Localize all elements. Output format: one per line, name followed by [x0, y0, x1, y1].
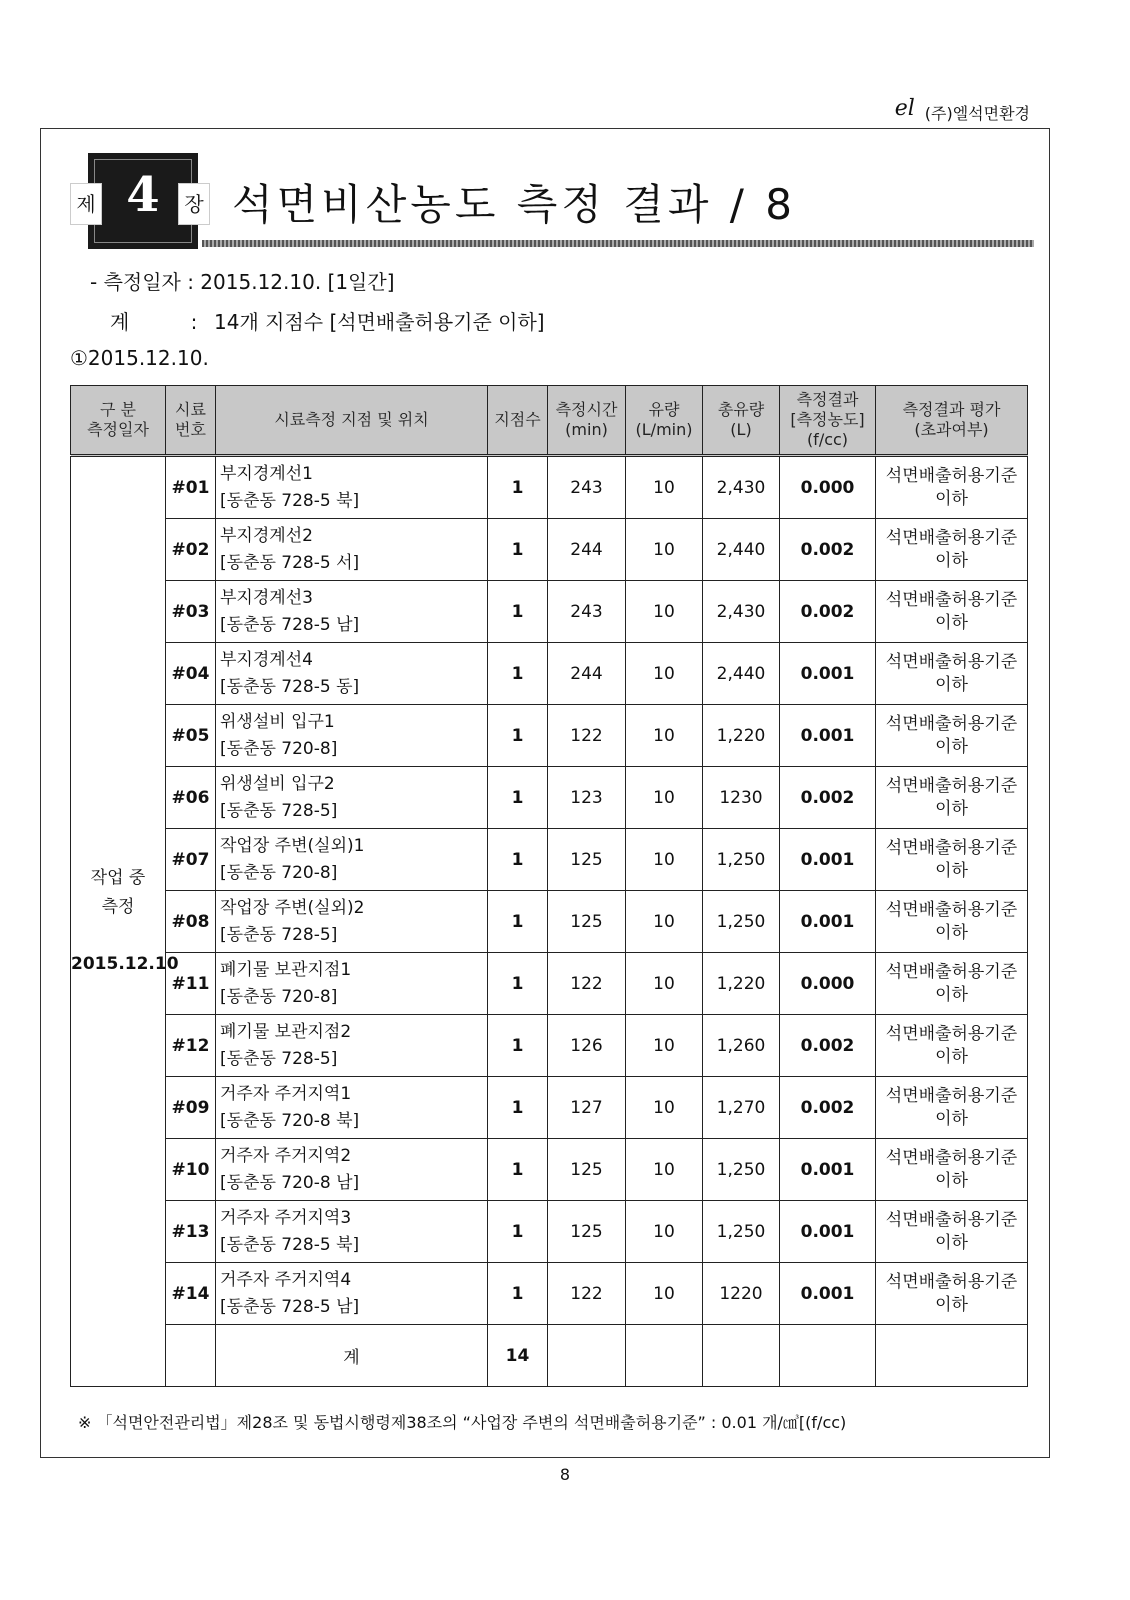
sample-no: #14 — [166, 1263, 216, 1325]
total-flow-cell: 1,270 — [703, 1077, 780, 1139]
time-cell: 125 — [548, 891, 626, 953]
total-flow-cell: 1,220 — [703, 953, 780, 1015]
table-row — [71, 1263, 1028, 1325]
table-row — [71, 891, 1028, 953]
header-sample-no: 시료 번호 — [166, 386, 216, 456]
location-name: 위생설비 입구1 — [220, 712, 335, 733]
evaluation-line2: 이하 — [935, 922, 968, 943]
points-cell: 1 — [488, 456, 548, 519]
total-points: 14 — [488, 1325, 548, 1387]
total-flow-cell: 2,440 — [703, 519, 780, 581]
location-name: 거주자 주거지역4 — [220, 1270, 352, 1291]
category-line1: 작업 중 — [90, 867, 146, 888]
flow-cell: 10 — [626, 767, 703, 829]
time-cell: 244 — [548, 643, 626, 705]
table-row — [71, 767, 1028, 829]
flow-cell: 10 — [626, 953, 703, 1015]
evaluation-cell — [876, 705, 1028, 767]
flow-cell: 10 — [626, 829, 703, 891]
location-address: [동춘동 728-5] — [220, 1048, 338, 1069]
points-cell: 1 — [488, 1263, 548, 1325]
location-address: [동춘동 728-5 동] — [220, 676, 360, 697]
header-time: 측정시간 (min) — [548, 386, 626, 456]
location-address: [동춘동 728-5 남] — [220, 1296, 360, 1317]
evaluation-cell — [876, 1263, 1028, 1325]
sample-no: #02 — [166, 519, 216, 581]
location-name: 거주자 주거지역3 — [220, 1208, 352, 1229]
location-name: 부지경계선2 — [220, 526, 313, 547]
points-cell: 1 — [488, 705, 548, 767]
evaluation-line1: 석면배출허용기준 — [885, 1272, 1018, 1293]
header-total-flow: 총유량 (L) — [703, 386, 780, 456]
evaluation-cell — [876, 1015, 1028, 1077]
evaluation-line2: 이하 — [935, 550, 968, 571]
flow-cell: 10 — [626, 705, 703, 767]
time-cell: 244 — [548, 519, 626, 581]
total-flow-cell: 1,250 — [703, 1201, 780, 1263]
total-label: 계 — [216, 1325, 488, 1387]
location-address: [동춘동 720-8 남] — [220, 1172, 360, 1193]
time-cell: 125 — [548, 829, 626, 891]
table-row — [71, 643, 1028, 705]
evaluation-line2: 이하 — [935, 1046, 968, 1067]
total-flow-cell: 1230 — [703, 767, 780, 829]
total-empty-result — [780, 1325, 876, 1387]
result-cell: 0.001 — [780, 705, 876, 767]
total-flow-cell: 2,430 — [703, 581, 780, 643]
chapter-prefix: 제 — [70, 183, 102, 225]
evaluation-cell — [876, 456, 1028, 519]
time-cell: 126 — [548, 1015, 626, 1077]
evaluation-line2: 이하 — [935, 488, 968, 509]
result-cell: 0.001 — [780, 1139, 876, 1201]
evaluation-cell — [876, 519, 1028, 581]
location-name: 부지경계선1 — [220, 464, 313, 485]
section-heading: ①2015.12.10. — [70, 346, 209, 370]
result-cell: 0.002 — [780, 767, 876, 829]
points-cell: 1 — [488, 1015, 548, 1077]
evaluation-line1: 석면배출허용기준 — [885, 900, 1018, 921]
sample-no: #07 — [166, 829, 216, 891]
total-flow-cell: 2,430 — [703, 456, 780, 519]
flow-cell: 10 — [626, 1263, 703, 1325]
points-cell: 1 — [488, 581, 548, 643]
location-address: [동춘동 728-5 서] — [220, 552, 360, 573]
location-name: 작업장 주변(실외)1 — [220, 836, 365, 857]
evaluation-line2: 이하 — [935, 612, 968, 633]
evaluation-cell — [876, 953, 1028, 1015]
total-label: 계 — [110, 310, 130, 334]
total-colon: : — [190, 310, 198, 334]
evaluation-line1: 석면배출허용기준 — [885, 652, 1018, 673]
category-date: 2015.12.10 — [71, 954, 179, 975]
total-value: 14개 지점수 [석면배출허용기준 이하] — [214, 310, 545, 334]
measurement-date: - 측정일자 : 2015.12.10. [1일간] — [90, 270, 395, 294]
result-cell: 0.001 — [780, 643, 876, 705]
time-cell: 243 — [548, 581, 626, 643]
points-cell: 1 — [488, 519, 548, 581]
flow-cell: 10 — [626, 1015, 703, 1077]
evaluation-cell — [876, 1077, 1028, 1139]
evaluation-cell — [876, 767, 1028, 829]
points-cell: 1 — [488, 1139, 548, 1201]
total-summary — [110, 306, 545, 335]
category-cell — [71, 456, 179, 1387]
location-cell — [216, 1263, 488, 1325]
evaluation-line1: 석면배출허용기준 — [885, 776, 1018, 797]
location-cell — [216, 767, 488, 829]
location-cell — [216, 456, 488, 519]
total-empty-flow — [626, 1325, 703, 1387]
evaluation-cell — [876, 581, 1028, 643]
points-cell: 1 — [488, 953, 548, 1015]
location-address: [동춘동 720-8 북] — [220, 1110, 360, 1131]
time-cell: 127 — [548, 1077, 626, 1139]
header-category-top: 구 분 — [100, 400, 136, 419]
location-cell — [216, 829, 488, 891]
evaluation-line2: 이하 — [935, 860, 968, 881]
points-cell: 1 — [488, 643, 548, 705]
location-name: 폐기물 보관지점1 — [220, 960, 352, 981]
flow-cell: 10 — [626, 456, 703, 519]
location-address: [동춘동 728-5 북] — [220, 1234, 360, 1255]
evaluation-cell — [876, 891, 1028, 953]
location-cell — [216, 953, 488, 1015]
evaluation-line1: 석면배출허용기준 — [885, 590, 1018, 611]
evaluation-line2: 이하 — [935, 674, 968, 695]
table-row — [71, 1077, 1028, 1139]
evaluation-cell — [876, 1139, 1028, 1201]
location-cell — [216, 1139, 488, 1201]
table-header-row — [71, 386, 1028, 456]
total-flow-cell: 1220 — [703, 1263, 780, 1325]
table-row — [71, 705, 1028, 767]
location-address: [동춘동 728-5 북] — [220, 490, 360, 511]
result-cell: 0.000 — [780, 456, 876, 519]
location-cell — [216, 891, 488, 953]
evaluation-cell — [876, 829, 1028, 891]
chapter-suffix: 장 — [178, 183, 210, 225]
result-cell: 0.002 — [780, 519, 876, 581]
evaluation-cell — [876, 1201, 1028, 1263]
evaluation-line2: 이하 — [935, 1294, 968, 1315]
evaluation-line1: 석면배출허용기준 — [885, 528, 1018, 549]
chapter-badge — [70, 153, 210, 249]
points-cell: 1 — [488, 767, 548, 829]
sample-no: #09 — [166, 1077, 216, 1139]
total-empty-eval — [876, 1325, 1028, 1387]
evaluation-line2: 이하 — [935, 1232, 968, 1253]
location-cell — [216, 519, 488, 581]
total-flow-cell: 1,260 — [703, 1015, 780, 1077]
location-address: [동춘동 720-8] — [220, 738, 338, 759]
title-rule — [202, 240, 1034, 247]
points-cell: 1 — [488, 829, 548, 891]
evaluation-line2: 이하 — [935, 984, 968, 1005]
evaluation-line1: 석면배출허용기준 — [885, 1086, 1018, 1107]
table-row — [71, 953, 1028, 1015]
location-cell — [216, 705, 488, 767]
results-table — [70, 385, 1028, 1387]
sample-no: #04 — [166, 643, 216, 705]
flow-cell: 10 — [626, 519, 703, 581]
table-row — [71, 456, 1028, 519]
evaluation-cell — [876, 643, 1028, 705]
sample-no: #10 — [166, 1139, 216, 1201]
result-cell: 0.000 — [780, 953, 876, 1015]
location-name: 거주자 주거지역1 — [220, 1084, 352, 1105]
location-address: [동춘동 720-8] — [220, 862, 338, 883]
location-name: 위생설비 입구2 — [220, 774, 335, 795]
sample-no: #12 — [166, 1015, 216, 1077]
sample-no: #13 — [166, 1201, 216, 1263]
location-name: 작업장 주변(실외)2 — [220, 898, 365, 919]
page-title: 석면비산농도 측정 결과 / 8 — [232, 180, 796, 229]
evaluation-line2: 이하 — [935, 798, 968, 819]
location-name: 거주자 주거지역2 — [220, 1146, 352, 1167]
flow-cell: 10 — [626, 643, 703, 705]
location-cell — [216, 581, 488, 643]
points-cell: 1 — [488, 1077, 548, 1139]
result-cell: 0.001 — [780, 829, 876, 891]
total-flow-cell: 1,250 — [703, 829, 780, 891]
total-flow-cell: 1,250 — [703, 1139, 780, 1201]
location-address: [동춘동 728-5] — [220, 924, 338, 945]
location-address: [동춘동 728-5] — [220, 800, 338, 821]
result-cell: 0.002 — [780, 1015, 876, 1077]
table-row — [71, 1015, 1028, 1077]
result-cell: 0.001 — [780, 891, 876, 953]
total-flow-cell: 1,250 — [703, 891, 780, 953]
location-address: [동춘동 728-5 남] — [220, 614, 360, 635]
table-row — [71, 519, 1028, 581]
evaluation-line1: 석면배출허용기준 — [885, 1148, 1018, 1169]
sample-no: #06 — [166, 767, 216, 829]
total-empty-no — [166, 1325, 216, 1387]
header-result: 측정결과 [측정농도] (f/cc) — [780, 386, 876, 456]
table-row — [71, 1139, 1028, 1201]
company-name: (주)엘석면환경 — [924, 104, 1030, 123]
flow-cell: 10 — [626, 581, 703, 643]
location-name: 부지경계선3 — [220, 588, 313, 609]
time-cell: 122 — [548, 705, 626, 767]
category-line2: 측정 — [101, 896, 135, 917]
flow-cell: 10 — [626, 1077, 703, 1139]
total-flow-cell: 2,440 — [703, 643, 780, 705]
total-empty-time — [548, 1325, 626, 1387]
evaluation-line1: 석면배출허용기준 — [885, 1210, 1018, 1231]
time-cell: 125 — [548, 1201, 626, 1263]
header-evaluation: 측정결과 평가 (초과여부) — [876, 386, 1028, 456]
total-empty-total — [703, 1325, 780, 1387]
time-cell: 122 — [548, 1263, 626, 1325]
company-logo: el — [894, 96, 915, 121]
time-cell: 122 — [548, 953, 626, 1015]
location-address: [동춘동 720-8] — [220, 986, 338, 1007]
location-cell — [216, 1201, 488, 1263]
points-cell: 1 — [488, 1201, 548, 1263]
evaluation-line2: 이하 — [935, 1108, 968, 1129]
evaluation-line2: 이하 — [935, 1170, 968, 1191]
sample-no: #08 — [166, 891, 216, 953]
location-cell — [216, 643, 488, 705]
total-flow-cell: 1,220 — [703, 705, 780, 767]
flow-cell: 10 — [626, 1201, 703, 1263]
location-cell — [216, 1077, 488, 1139]
location-name: 부지경계선4 — [220, 650, 313, 671]
flow-cell: 10 — [626, 891, 703, 953]
table-row — [71, 1201, 1028, 1263]
points-cell: 1 — [488, 891, 548, 953]
location-cell — [216, 1015, 488, 1077]
company-header — [894, 96, 1030, 125]
evaluation-line1: 석면배출허용기준 — [885, 838, 1018, 859]
result-cell: 0.002 — [780, 1077, 876, 1139]
header-category-bottom: 측정일자 — [87, 420, 149, 439]
time-cell: 125 — [548, 1139, 626, 1201]
evaluation-line1: 석면배출허용기준 — [885, 1024, 1018, 1045]
header-points: 지점수 — [488, 386, 548, 456]
time-cell: 123 — [548, 767, 626, 829]
footnote: ※ 「석면안전관리법」제28조 및 동법시행령제38조의 “사업장 주변의 석면배출허용기준” : 0.01 개/㎤[(f/cc) — [78, 1413, 847, 1432]
result-cell: 0.001 — [780, 1201, 876, 1263]
sample-no: #05 — [166, 705, 216, 767]
table-row — [71, 829, 1028, 891]
chapter-number: 4 — [126, 167, 160, 223]
evaluation-line2: 이하 — [935, 736, 968, 757]
result-cell: 0.001 — [780, 1263, 876, 1325]
total-row — [71, 1325, 1028, 1387]
header-location: 시료측정 지점 및 위치 — [216, 386, 488, 456]
result-cell: 0.002 — [780, 581, 876, 643]
table-row — [71, 581, 1028, 643]
page-number: 8 — [559, 1465, 571, 1484]
evaluation-line1: 석면배출허용기준 — [885, 962, 1018, 983]
header-category — [71, 386, 166, 456]
header-flow: 유량 (L/min) — [626, 386, 703, 456]
sample-no: #03 — [166, 581, 216, 643]
time-cell: 243 — [548, 456, 626, 519]
sample-no: #11 — [166, 953, 216, 1015]
sample-no: #01 — [166, 456, 216, 519]
flow-cell: 10 — [626, 1139, 703, 1201]
evaluation-line1: 석면배출허용기준 — [885, 466, 1018, 487]
evaluation-line1: 석면배출허용기준 — [885, 714, 1018, 735]
location-name: 폐기물 보관지점2 — [220, 1022, 352, 1043]
